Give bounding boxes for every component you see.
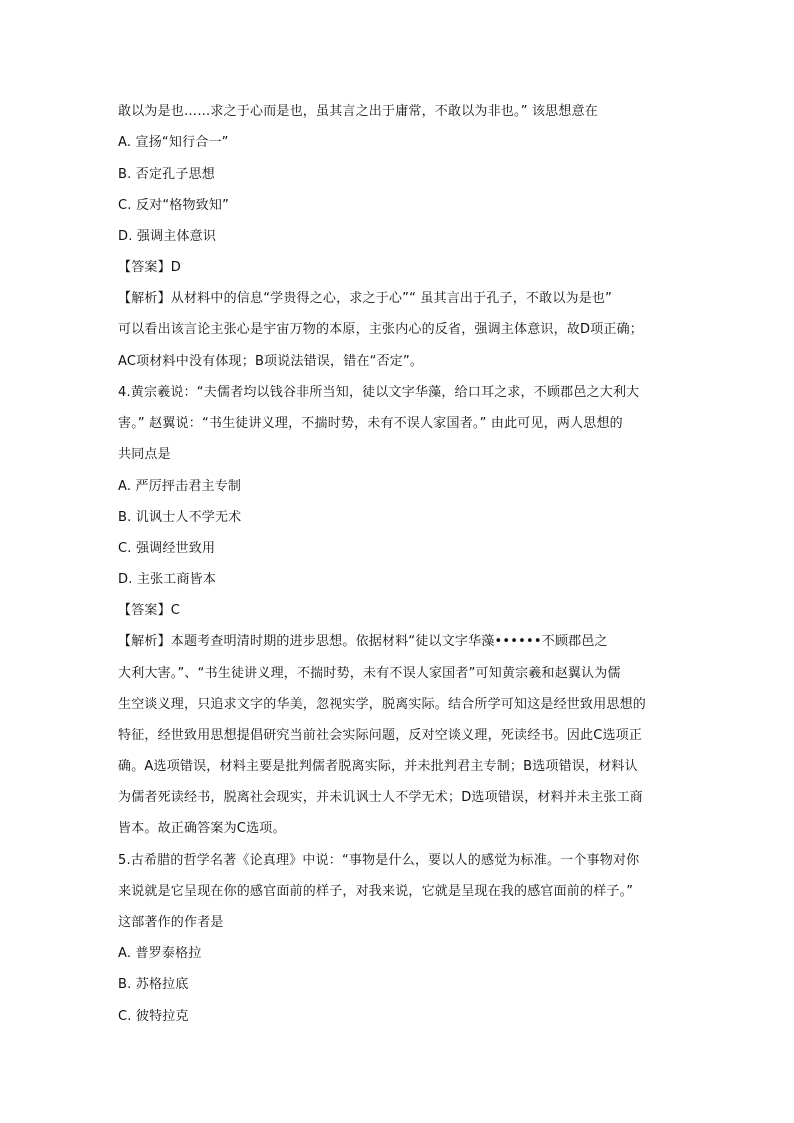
q4-analysis-line: 【解析】本题考查明清时期的进步思想。依据材料“徒以文字华藻••••••不顾郡邑之 (118, 634, 608, 649)
q4-answer: 【答案】C (118, 603, 181, 618)
q3-option-a: A. 宣扬“知行合一” (118, 135, 229, 150)
q3-analysis-line: 【解析】从材料中的信息“学贵得之心，求之于心”“ 虽其言出于孔子，不敢以为是也” (118, 291, 613, 306)
q3-stem: 敢以为是也……求之于心而是也，虽其言之出于庸常，不敢以为非也。” 该思想意在 (118, 104, 598, 119)
q5-option-b: B. 苏格拉底 (118, 977, 189, 992)
q4-option-b: B. 讥讽士人不学无术 (118, 510, 242, 525)
q4-option-c: C. 强调经世致用 (118, 541, 216, 556)
q5-stem-line: 来说就是它呈现在你的感官面前的样子，对我来说，它就是呈现在我的感官面前的样子。” (118, 884, 634, 899)
q4-stem-line: 共同点是 (118, 447, 171, 462)
q3-option-c: C. 反对“格物致知” (118, 198, 230, 213)
q3-answer: 【答案】D (118, 260, 182, 275)
q4-analysis-line: 生空谈义理，只追求文字的华美，忽视实学，脱离实际。结合所学可知这是经世致用思想的 (118, 697, 647, 712)
q4-option-d: D. 主张工商皆本 (118, 572, 217, 587)
q3-option-d: D. 强调主体意识 (118, 229, 217, 244)
q3-analysis-line: 可以看出该言论主张心是宇宙万物的本原，主张内心的反省，强调主体意识，故D项正确； (118, 322, 644, 337)
q4-option-a: A. 严厉抨击君主专制 (118, 479, 242, 494)
q4-analysis-line: 皆本。故正确答案为C选项。 (118, 821, 286, 836)
q4-analysis-line: 确。A选项错误，材料主要是批判儒者脱离实际，并未批判君主专制；B选项错误，材料认 (118, 759, 638, 774)
q5-stem-line: 这部著作的作者是 (118, 915, 224, 930)
q4-stem-line: 4.黄宗羲说：“夫儒者均以钱谷非所当知，徒以文字华藻，给口耳之求，不顾郡邑之大利大 (118, 385, 640, 400)
q4-analysis-line: 为儒者死读经书，脱离社会现实，并未讥讽士人不学无术；D选项错误，材料并未主张工商 (118, 790, 644, 805)
q4-stem-line: 害。” 赵翼说：“书生徒讲义理，不揣时势，未有不误人家国者。” 由此可见，两人思想的 (118, 416, 623, 431)
q3-analysis-line: AC项材料中没有体现；B项说法错误，错在“否定”。 (118, 354, 424, 369)
q5-option-c: C. 彼特拉克 (118, 1009, 189, 1024)
q5-option-a: A. 普罗泰格拉 (118, 946, 202, 961)
q4-analysis-line: 特征，经世致用思想提倡研究当前社会实际问题，反对空谈义理，死读经书。因此C选项正 (118, 728, 643, 743)
q3-option-b: B. 否定孔子思想 (118, 167, 215, 182)
q4-analysis-line: 大利大害。”、“书生徒讲义理，不揣时势，未有不误人家国者”可知黄宗羲和赵翼认为儒 (118, 666, 621, 681)
q5-stem-line: 5.古希腊的哲学名著《论真理》中说：“事物是什么，要以人的感觉为标准。一个事物对你 (118, 853, 640, 868)
